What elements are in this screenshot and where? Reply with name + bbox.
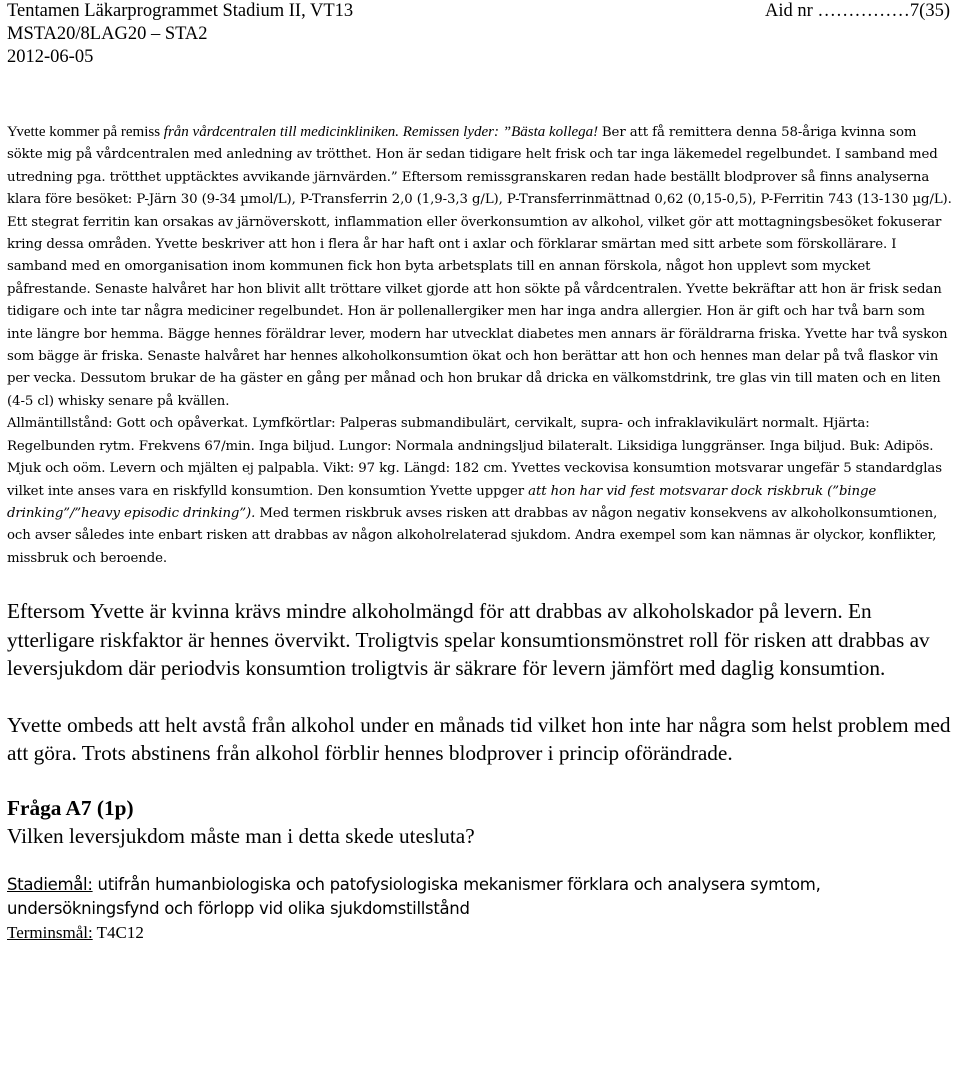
case-paragraph-1-rest: Ber att få remittera denna 58-åriga kvinna som sökte mig på vårdcentralen med anledning av trötthet. Hon är sedan tidigare helt frisk och tar inga läkemedel regelbundet. I samband med utredning pga. trötthet upptäcktes avvikande järnvärden.” Eftersom remissgranskaren redan hade beställt blodprover så finns analyserna klara före besöket: P-Järn 30 (9-34 µmol/L), P-Transferrin 2,0 (1,9-3,3 g/L), P-Transferrinmättnad 0,62 (0,15-0,5), P-Ferritin 743 (13-130 µg/L). (7, 125, 952, 208)
case-paragraph-3-italic: att hon har vid fest motsvarar dock riskbruk (”binge drinking”/”heavy episodic drinking”). (7, 483, 877, 521)
course-title: Tentamen Läkarprogrammet Stadium II, VT13 (7, 1, 354, 21)
terminsmal (7, 921, 953, 945)
case-paragraph-3 (7, 413, 953, 570)
exam-date: 2012-06-05 (7, 47, 94, 67)
course-code: MSTA20/8LAG20 – STA2 (7, 24, 208, 44)
learning-goals (7, 873, 953, 945)
aid-number (765, 0, 953, 23)
case-intro: Yvette kommer på remiss (7, 124, 164, 140)
case-paragraph-2: Ett stegrat ferritin kan orsakas av järnöverskott, inflammation eller överkonsumtion av alkohol, vilket gör att mottagningsbesöket fokuserar kring dessa områden. Yvette beskriver att hon i flera år har haft ont i axlar och förklarar smärtan med sitt arbete som förskollärare. I samband med en omorganisation inom kommunen fick hon byta arbetsplats till en annan förskola, något hon upplevt som mycket påfrestande. Senaste halvåret har hon blivit allt tröttare vilket gjorde att hon sökte på vårdcentralen. Yvette bekräftar att hon är frisk sedan tidigare och inte tar några mediciner regelbundet. Hon är pollenallergiker men har inga andra allergier. Hon är gift och har två barn som inte längre bor hemma. Bägge hennes föräldrar lever, modern har utvecklat diabetes men annars är föräldrarna friska. Yvette har två syskon som bägge är friska. Senaste halvåret har hennes alkoholkonsumtion ökat och hon berättar att hon och hennes man delar på två flaskor vin per vecka. Dessutom brukar de ha gäster en gång per månad och hon brukar då dricka en välkomstdrink, tre glas vin till maten och en liten (4-5 cl) whisky senare på kvällen. (7, 214, 948, 409)
exam-page (7, 0, 953, 945)
large-paragraph-1 (7, 597, 953, 683)
stadiemal-text: utifrån humanbiologiska och patofysiologiska mekanismer förklara och analysera symtom, undersökningsfynd och förlopp vid olika sjukdomstillstånd (7, 874, 821, 918)
large-paragraph-1-text: Eftersom Yvette är kvinna krävs mindre alkoholmängd för att drabbas av alkoholskador på levern. En ytterligare riskfaktor är hennes övervikt. Troligtvis spelar konsumtionsmönstret roll för risken att drabbas av leversjukdom där periodvis konsumtion troligtvis är säkrare för levern jämfört med daglig konsumtion. (7, 599, 930, 681)
page-header (7, 0, 953, 69)
terminsmal-value: T4C12 (92, 922, 144, 942)
stadiemal (7, 873, 953, 921)
question-block (7, 794, 953, 850)
case-paragraph-3-a: Allmäntillstånd: Gott och opåverkat. Lymfkörtlar: Palperas submandibulärt, cervikalt, supra- och infraklavikulärt normalt. Hjärta: Regelbunden rytm. Frekvens 67/min. Inga biljud. Lungor: Normala andningsljud bilateralt. Liksidiga lunggränser. Inga biljud. Buk: Adipös. Mjuk och oöm. Levern och mjälten ej palpabla. Vikt: 97 kg. Längd: 182 cm. Yvettes veckovisa konsumtion motsvarar ungefär 5 standardglas vilket inte anses vara en riskfylld konsumtion. Den konsumtion Yvette uppger (7, 416, 942, 499)
question-text: Vilken leversjukdom måste man i detta skede utesluta? (7, 823, 475, 848)
large-paragraph-2-text: Yvette ombeds att helt avstå från alkohol under en månads tid vilket hon inte har några som helst problem med att göra. Trots abstinens från alkohol förblir hennes blodprover i princip oförändrade. (7, 712, 951, 766)
case-intro-italic: från vårdcentralen till medicinkliniken. Remissen lyder: ”Bästa kollega! (163, 124, 602, 140)
case-paragraph-1 (7, 121, 953, 212)
case-paragraph-3-b: Med termen riskbruk avses risken att drabbas av någon negativ konsekvens av alkoholkonsumtionen, och avser således inte enbart risken att drabbas av någon alkoholrelaterad sjukdom. Andra exempel som kan nämnas är olyckor, konflikter, missbruk och beroende. (7, 505, 938, 566)
aid-label: Aid nr …………… (765, 1, 910, 21)
question-title: Fråga A7 (1p) (7, 795, 134, 820)
large-paragraph-2 (7, 711, 953, 768)
stadiemal-label: Stadiemål: (7, 874, 93, 894)
terminsmal-label: Terminsmål: (7, 922, 93, 942)
case-description (7, 121, 953, 570)
page-number: 7(35) (909, 1, 950, 21)
